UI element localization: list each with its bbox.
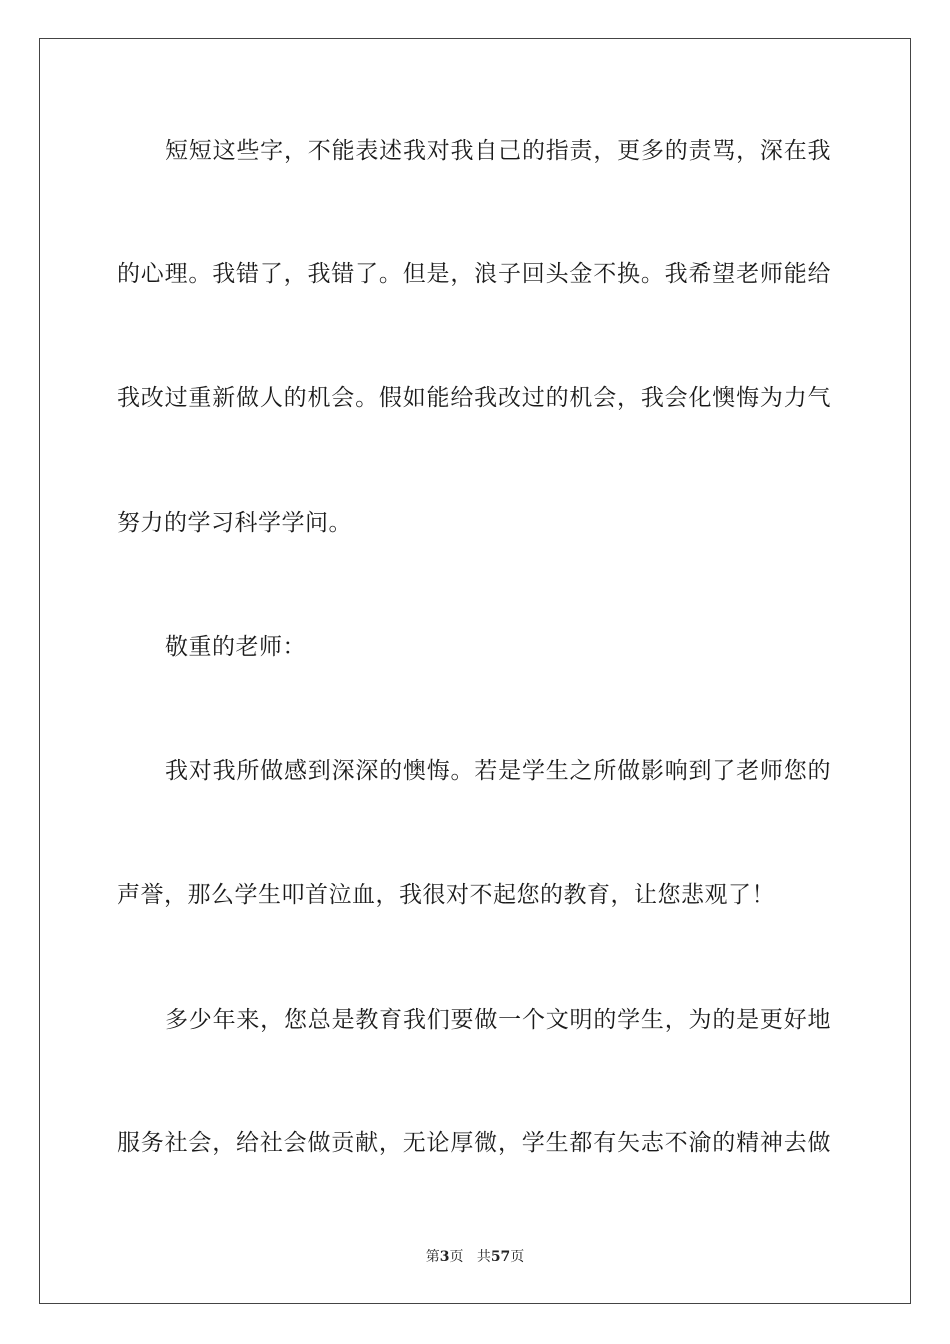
page-frame [39,38,911,1304]
paragraph-line: 多少年来，您总是教育我们要做一个文明的学生，为的是更好地 [165,1007,831,1033]
footer-total-suffix: 页 [510,1249,525,1265]
paragraph-line: 的心理。我错了，我错了。但是，浪子回头金不换。我希望老师能给 [117,261,831,287]
salutation-line: 敬重的老师： [165,634,306,660]
paragraph-line: 声誉，那么学生叩首泣血，我很对不起您的教育，让您悲观了！ [117,882,775,908]
footer-total-pages: 57 [490,1249,511,1265]
paragraph-line: 服务社会，给社会做贡献，无论厚微，学生都有矢志不渝的精神去做 [117,1130,831,1156]
paragraph-line: 我改过重新做人的机会。假如能给我改过的机会，我会化懊悔为力气 [117,385,831,411]
paragraph-line: 我对我所做感到深深的懊悔。若是学生之所做影响到了老师您的 [165,758,831,784]
footer-page-suffix: 页 [449,1249,464,1265]
footer-total-prefix: 共 [476,1249,491,1265]
footer-page-prefix: 第 [425,1249,440,1265]
page-footer [0,1247,950,1267]
paragraph-line: 努力的学习科学学问。 [117,510,352,536]
footer-page-number: 3 [439,1249,450,1265]
paragraph-line: 短短这些字，不能表述我对我自己的指责，更多的责骂，深在我 [165,138,831,164]
